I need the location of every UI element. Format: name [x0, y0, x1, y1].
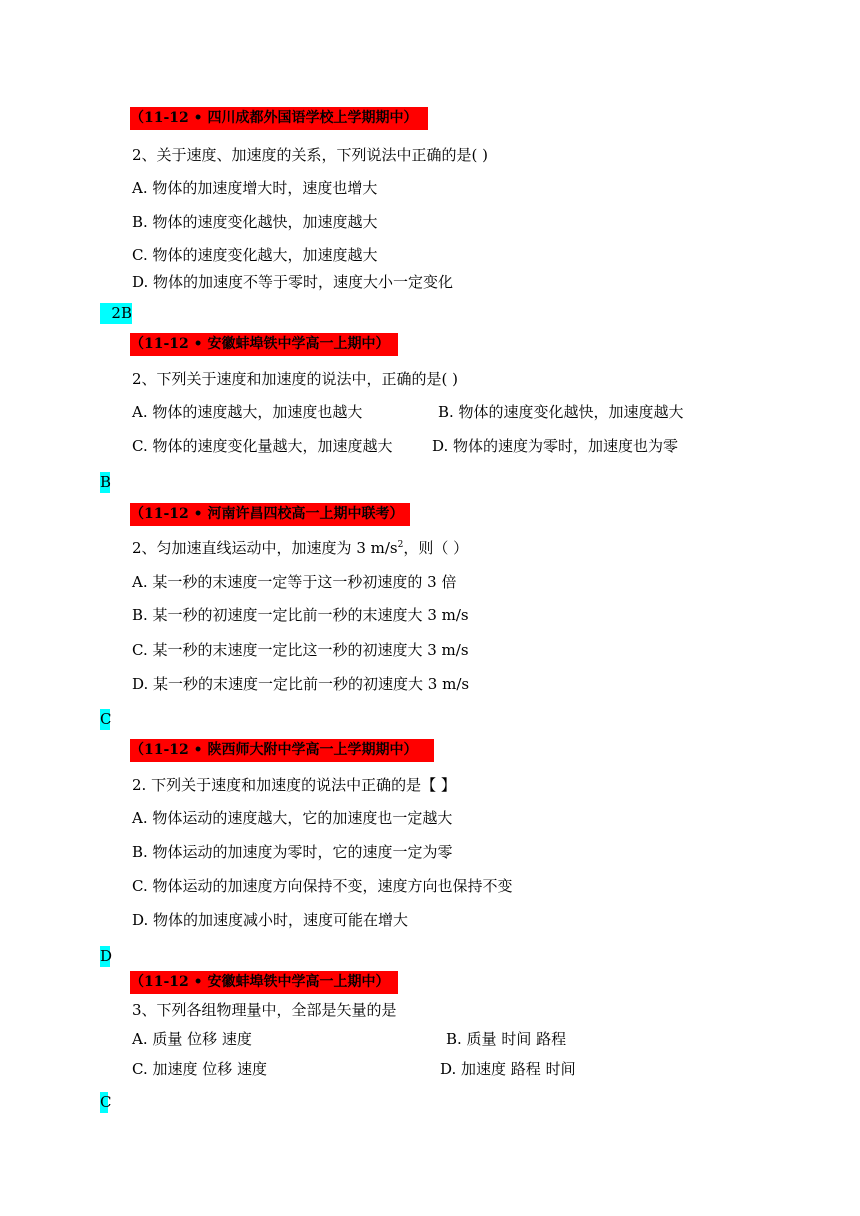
- question-5-option-c: C. 加速度 位移 速度: [132, 1060, 268, 1078]
- question-3-stem-text: 2、匀加速直线运动中，加速度为 3 m/s: [132, 539, 398, 557]
- question-5-option-b: B. 质量 时间 路程: [446, 1030, 567, 1048]
- question-3-answer: C: [100, 710, 112, 728]
- question-3-stem-superscript: 2: [397, 540, 404, 550]
- question-2-answer: B: [100, 473, 112, 491]
- question-4-option-c: C. 物体运动的加速度方向保持不变，速度方向也保持不变: [132, 877, 513, 895]
- question-1-answer: 2B: [100, 303, 132, 324]
- question-3-stem: [132, 541, 468, 556]
- question-1-option-a: A. 物体的加速度增大时，速度也增大: [132, 179, 378, 197]
- question-1-option-b: B. 物体的速度变化越快，加速度越大: [132, 213, 378, 231]
- question-4-source: （11-12 • 陕西师大附中学高一上学期期中）: [130, 739, 434, 762]
- question-4-option-d: D. 物体的加速度减小时，速度可能在增大: [132, 911, 409, 929]
- question-3-option-a: A. 某一秒的末速度一定等于这一秒初速度的 3 倍: [132, 573, 457, 591]
- question-3-option-b: B. 某一秒的初速度一定比前一秒的末速度大 3 m/s: [132, 606, 469, 624]
- question-2-source: （11-12 • 安徽蚌埠铁中学高一上期中）: [130, 333, 398, 356]
- question-4-stem: 2. 下列关于速度和加速度的说法中正确的是【 】: [132, 776, 456, 794]
- question-3-option-d: D. 某一秒的末速度一定比前一秒的初速度大 3 m/s: [132, 675, 470, 693]
- question-5-option-d: D. 加速度 路程 时间: [440, 1060, 576, 1078]
- question-5-answer: C: [100, 1093, 112, 1111]
- question-5-source: （11-12 • 安徽蚌埠铁中学高一上期中）: [130, 971, 398, 994]
- question-2-option-b: B. 物体的速度变化越快，加速度越大: [438, 403, 684, 421]
- question-1-stem: 2、关于速度、加速度的关系，下列说法中正确的是( ): [132, 146, 489, 164]
- question-4-answer: D: [100, 947, 113, 965]
- question-2-stem: 2、下列关于速度和加速度的说法中，正确的是( ): [132, 370, 459, 388]
- question-3-stem-tail: ，则（ ）: [403, 539, 469, 557]
- question-1-option-d: D. 物体的加速度不等于零时，速度大小一定变化: [132, 273, 454, 291]
- question-3-source: （11-12 • 河南许昌四校高一上期中联考）: [130, 503, 410, 526]
- question-4-option-a: A. 物体运动的速度越大，它的加速度也一定越大: [132, 809, 453, 827]
- question-2-option-a: A. 物体的速度越大，加速度也越大: [132, 403, 363, 421]
- question-1-source: （11-12 • 四川成都外国语学校上学期期中）: [130, 107, 428, 130]
- question-1-option-c: C. 物体的速度变化越大，加速度越大: [132, 246, 378, 264]
- question-4-option-b: B. 物体运动的加速度为零时，它的速度一定为零: [132, 843, 453, 861]
- question-2-option-c: C. 物体的速度变化量越大，加速度越大: [132, 437, 393, 455]
- question-5-stem: 3、下列各组物理量中，全部是矢量的是: [132, 1001, 397, 1019]
- question-5-option-a: A. 质量 位移 速度: [132, 1030, 252, 1048]
- question-3-option-c: C. 某一秒的末速度一定比这一秒的初速度大 3 m/s: [132, 641, 469, 659]
- question-2-option-d: D. 物体的速度为零时，加速度也为零: [432, 437, 679, 455]
